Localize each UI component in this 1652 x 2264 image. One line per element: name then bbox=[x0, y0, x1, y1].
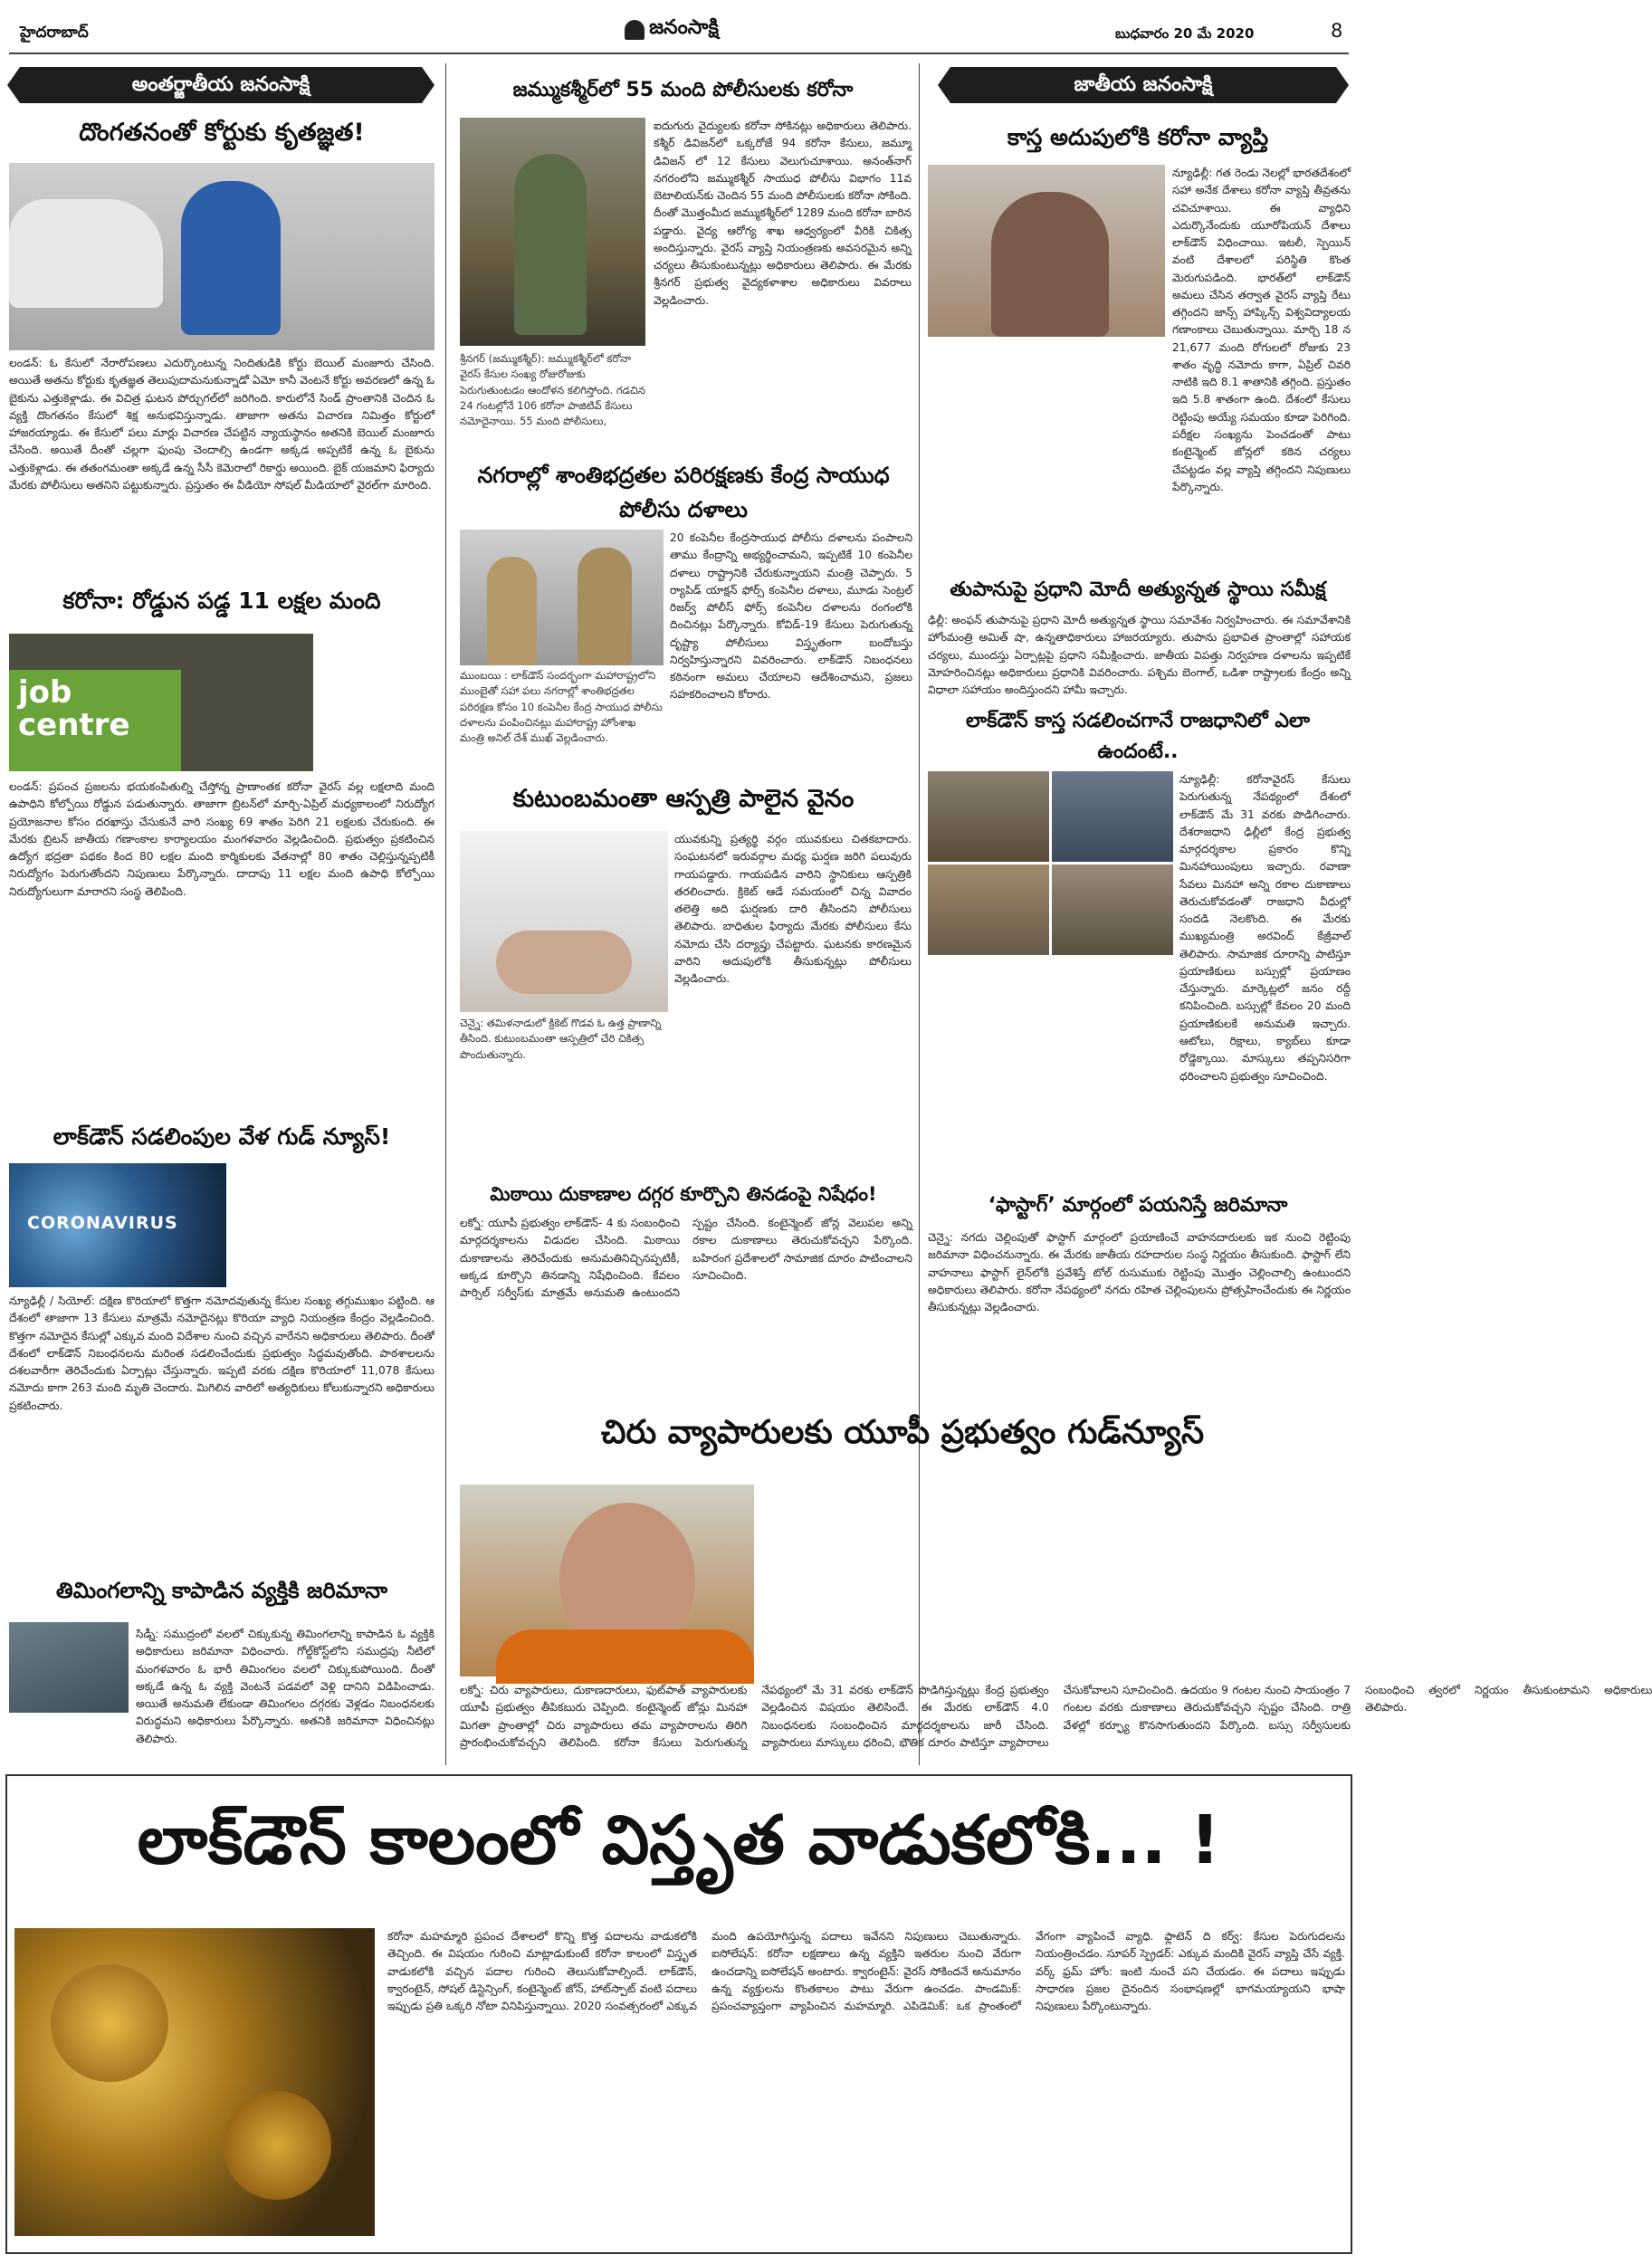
jobs-photo bbox=[9, 634, 313, 771]
section-title-intl: అంతర్జాతీయ జనంసాక్షి bbox=[20, 67, 422, 103]
masthead-city: హైదరాబాద్ bbox=[20, 24, 89, 42]
forces-body: 20 కంపెనీల కేంద్రసాయుధ పోలీసు దళాలను పంపాలని తాము కేంద్రాన్ని అభ్యర్థించామని, ఇప్పటికే 10 కంపెనీల దళాలు రాష్ట్రానికి చేరుకున్నాయని మంత్రి చెప్పారు. 5 ర్యాపిడ్‌ యాక్షన్‌ ఫోర్స్‌ కంపెనీల దళాలు, మూడు సెంట్రల్‌ రిజర్వ్‌ పోలీస్‌ ఫోర్స్‌ కంపెనీల దళాలను రంగంలోకి దించినట్లు పేర్కొన్నారు. కోవిడ్‌-19 కేసులు పెరుగుతున్న దృష్ట్యా పోలీసులు విస్తృతంగా బందోబస్తు నిర్వహిస్తున్నారని వివరించారు. లాక్‌డౌన్‌ నిబంధనలు కఠినంగా అమలు చేయాలని ఆదేశించామని, ప్రజలు సహకరించాలని కోరారు. bbox=[670, 531, 912, 702]
column-rule-1 bbox=[445, 63, 446, 1765]
jk-photo bbox=[460, 118, 645, 346]
jk-headline: జమ్ముకశ్మీర్‌లో 55 మంది పోలీసులకు కరోనా bbox=[512, 79, 854, 101]
spread-headline: కాస్త అదుపులోకి కరోనా వ్యాప్తి bbox=[1007, 124, 1269, 150]
forces-headline: నగరాల్లో శాంతిభద్రతల పరిరక్షణకు కేంద్ర సాయుధ పోలీసు దళాలు bbox=[477, 463, 890, 523]
thief-body: లండన్‌: ఓ కేసులో నేరారోపణలు ఎదుర్కొంటున్న నిందితుడికి కోర్టు బెయిల్‌ మంజూరు చేసింది. అయితే అతను కోర్టుకు కృతజ్ఞత తెలుపుదామనుకున్నాడో ఏమో కానీ వెంటనే కోర్టు అవరణలో ఉన్న ఓ బైకును ఎత్తుకెళ్లాడు. ఈ విచిత్ర ఘటన పోర్చుగల్‌లో జరిగింది. కారులోనే సిండ్‌ ప్రాంతానికి చెందిన ఓ వ్యక్తి దొంగతనం కేసులో శిక్ష అనుభవిస్తున్నాడు. తాజాగా అతను విచారణ నిమిత్తం కోర్టులో హాజరయ్యాడు. ఈ కేసులో పలు మార్లు విచారణ చేపట్టిన న్యాయస్థానం అతనికి బెయిల్‌ మంజూరు చేసింది. అయితే దీంతో చల్లగా ఫుంపు చెందాల్సి ఉండగా అక్కడ అప్పటికే ఉన్న ఓ బైకును ఎత్తుకెళ్లాడు. ఈ తతంగమంతా అక్కడే ఉన్న సీసీ కెమెరాలో రికార్డు అయింది. బైక్‌ యజమాని ఫిర్యాదు మేరకు పోలీసులు అతనిని పట్టుకున్నారు. ప్రస్తుతం ఈ వీడియో సోషల్‌ మీడియాలో వైరల్‌గా మారింది. bbox=[9, 357, 434, 492]
virus-particle-1 bbox=[51, 1964, 168, 2082]
car-shape bbox=[9, 199, 163, 308]
sweets-body: లక్నో: యూపీ ప్రభుత్వం లాక్‌డౌన్‌- 4 కు సంబంధించి మార్గదర్శకాలను విడుదల చేసింది. మిఠాయి దుకాణాలను తెరిచేందుకు అనుమతినిచ్చినప్పటికీ, అక్కడ కూర్చొని తినడాన్ని నిషేధించింది. కేవలం పార్సిల్‌ సర్వీస్‌కు మాత్రమే అనుమతి ఉంటుందని స్పష్టం చేసింది. కంటైన్మెంట్‌ జోన్ల వెలుపల అన్ని రకాల దుకాణాలు తెరుచుకోవచ్చని పేర్కొంది. బహిరంగ ప్రదేశాలలో సామాజిక దూరం పాటించాలని సూచించింది. bbox=[460, 1217, 912, 1300]
masthead-logo bbox=[625, 16, 778, 47]
police-figure bbox=[514, 154, 587, 335]
thief-headline: దొంగతనంతో కోర్టుకు కృతజ్ఞత! bbox=[79, 119, 365, 147]
cyclone-headline: తుపానుపై ప్రధాని మోదీ అత్యున్నత స్థాయి సమీక్ష bbox=[950, 578, 1326, 601]
goodnews-headline: లాక్‌డౌన్‌ సడలింపుల వేళ గుడ్‌ న్యూస్‌! bbox=[53, 1123, 391, 1150]
family-body: యువకున్ని ప్రత్యర్థి వర్గం యువకులు చితకబాదారు. సంఘటనలో ఇరువర్గాల మధ్య ఘర్షణ జరిగి పలువురు గాయపడ్డారు. గాయపడిన వారిని స్థానికులు ఆస్పత్రికి తరలించారు. క్రికెట్‌ ఆడే సమయంలో చిన్న వివాదం తలెత్తి అది ఘర్షణకు దారి తీసిందని పోలీసులు తెలిపారు. బాధితుల ఫిర్యాదు మేరకు పోలీసులు కేసు నమోదు చేసి దర్యాప్తు చేపట్టారు. ఘటనకు కారణమైన వారిని అదుపులోకి తీసుకున్నట్లు పోలీసులు వెల్లడించారు. bbox=[674, 833, 912, 986]
virus-macro-photo bbox=[14, 1928, 375, 2236]
cyclone-body: ఢిల్లీ: అంఫన్‌ తుపానుపై ప్రధాని మోదీ అత్యున్నత స్థాయి సమావేశం నిర్వహించారు. ఈ సమావేశానికి హోంమంత్రి అమిత్‌ షా, ఉన్నతాధికారులు హాజరయ్యారు. తుపాను ప్రభావిత ప్రాంతాల్లో సహాయక చర్యలు, ముందస్తు ఏర్పాట్లపై ప్రధాని సమీక్షించారు. జాతీయ విపత్తు నిర్వహణ దళాలను ఇప్పటికే మోహరించినట్లు అధికారులు ప్రధానికి వివరించారు. పశ్చిమ బెంగాల్‌, ఒడిశా రాష్ట్రాలకు కేంద్రం అన్ని విధాలా సహాయం అందిస్తుందని హామీ ఇచ్చారు. bbox=[928, 614, 1351, 697]
delhi-headline: లాక్‌డౌన్‌ కాస్త సడలించగానే రాజధానిలో ఎలా ఉందంటే.. bbox=[965, 710, 1311, 764]
jobs-body: లండన్‌: ప్రపంచ ప్రజలను భయకంపితుల్ని చేస్తోన్న ప్రాణాంతక కరోనా వైరస్‌ వల్ల లక్షలాది మంది ఉపాధిని కోల్పోయి రోడ్డున పడుతున్నారు. తాజాగా బ్రిటన్‌లో మార్చి-ఏప్రిల్‌ మధ్యకాలంలో నిరుద్యోగ ప్రయోజనాల కోసం దరఖాస్తు చేసుకునే వారి సంఖ్య 69 శాతం పెరిగి 21 లక్షలకు చేరుకుంది. ఈ మేరకు బ్రిటన్‌ జాతీయ గణాంకాల కార్యాలయం మంగళవారం వెల్లడించింది. ప్రభుత్వం ప్రకటించిన ఉద్యోగ భద్రతా పథకం కింద 80 లక్షల మంది కార్మికులకు వేతనాల్లో 80 శాతం చెల్లిస్తున్నప్పటికీ నిరుద్యోగం పెరుగుతోందని నిపుణులు పేర్కొన్నారు. దాదాపు 11 లక్షల మంది ఉపాధి కోల్పోయి నిరుద్యోగులుగా మారారని సంస్థ తెలిపింది. bbox=[9, 780, 434, 898]
family-caption: చెన్నై: తమిళనాడులో క్రికెట్‌ గొడవ ఓ ఉత్త ప్రాణాన్ని తీసింది. కుటుంబమంతా ఆస్పత్రిలో చేరి చికిత్స పొందుతున్నారు. bbox=[460, 1017, 662, 1061]
up-body: లక్నో: చిరు వ్యాపారులు, దుకాణదారులు, ఫుట్‌పాత్‌ వ్యాపారులకు యూపీ ప్రభుత్వం తీపికబురు చెప్పింది. కంటైన్మెంట్‌ జోన్లు మినహా మిగతా ప్రాంతాల్లో చిరు వ్యాపారులు తమ వ్యాపారాలను తిరిగి ప్రారంభించుకోవచ్చని తెలిపింది. కరోనా కేసులు పెరుగుతున్న నేపథ్యంలో మే 31 వరకు లాక్‌డౌన్‌ పొడిగిస్తున్నట్లు కేంద్ర ప్రభుత్వం వెల్లడించిన విషయం తెలిసిందే. ఈ మేరకు లాక్‌డౌన్‌ 4.0 నిబంధనలకు సంబంధించిన మార్గదర్శకాలను జారీ చేసింది. వ్యాపారులు మాస్కులు ధరించి, భౌతిక దూరం పాటిస్తూ వ్యాపారాలు చేసుకోవాలని సూచించింది. ఉదయం 9 గంటల నుంచి సాయంత్రం 7 గంటల వరకు దుకాణాలు తెరుచుకోవచ్చని స్పష్టం చేసింది. రాత్రి వేళల్లో కర్ఫ్యూ కొనసాగుతుందని పేర్కొంది. బస్సు సర్వీసులకు సంబంధించి త్వరలో నిర్ణయం తీసుకుంటామని అధికారులు తెలిపారు. bbox=[460, 1684, 1652, 1749]
family-photo bbox=[460, 831, 668, 1012]
sweets-headline: మిఠాయి దుకాణాల దగ్గర కూర్చొని తినడంపై నిషేధం! bbox=[490, 1183, 877, 1205]
fastag-headline: ‘ఫాస్టాగ్‌’ మార్గంలో పయనిస్తే జరిమానా bbox=[988, 1194, 1288, 1217]
jobcentre-sign: job centre bbox=[9, 670, 181, 771]
masthead bbox=[0, 0, 1358, 56]
jk-caption: శ్రీనగర్‌ (జమ్ముకశ్మీర్‌): జమ్ముకశ్మీర్‌లో కరోనా వైరస్‌ కేసుల సంఖ్య రోజురోజుకు పెరుగుతుంటడం ఆందోళన కలిగిస్తోంది. గడచిన 24 గంటల్లోనే 106 కరోనా పాజిటివ్‌ కేసులు నమోదైనాయి. 55 మంది పోలీసులు, bbox=[460, 352, 645, 427]
page-number: 8 bbox=[1331, 20, 1343, 42]
banner-body: కరోనా మహమ్మారి ప్రపంచ దేశాలలో కొన్ని కొత్త పదాలను వాడుకలోకి తెచ్చింది. ఈ విషయం గురించి మాట్లాడుకుంటే కరోనా కాలంలో విస్తృత వాడుకలోకి వచ్చిన పదాల గురించి తెలుసుకోవాల్సిందే. లాక్‌డౌన్‌, క్వారంటైన్‌, సోషల్‌ డిస్టెన్సింగ్‌, కంటైన్మెంట్‌ జోన్‌, హాట్‌స్పాట్‌ వంటి పదాలు ఇప్పుడు ప్రతి ఒక్కరి నోటా వినిపిస్తున్నాయి. 2020 సంవత్సరంలో ఎక్కువ మంది ఉపయోగిస్తున్న పదాలు ఇవేనని నిపుణులు చెబుతున్నారు. ఐసోలేషన్‌: కరోనా లక్షణాలు ఉన్న వ్యక్తిని ఇతరుల నుంచి వేరుగా ఉంచడాన్ని ఐసోలేషన్‌ అంటారు. క్వారంటైన్‌: వైరస్‌ సోకిందనే అనుమానం ఉన్న వ్యక్తులను కొంతకాలం పాటు వేరుగా ఉంచడం. పాండమిక్‌: ప్రపంచవ్యాప్తంగా వ్యాపించిన మహమ్మారి. ఎపిడెమిక్‌: ఒక ప్రాంతంలో వేగంగా వ్యాపించే వ్యాధి. ఫ్లాటెన్‌ ది కర్వ్‌: కేసుల పెరుగుదలను నియంత్రించడం. సూపర్‌ స్ప్రెడర్‌: ఎక్కువ మందికి వైరస్‌ వ్యాప్తి చేసే వ్యక్తి. వర్క్‌ ఫ్రమ్‌ హోం: ఇంటి నుంచే పని చేయడం. ఈ పదాలు ఇప్పుడు సాధారణ ప్రజల దైనందిన సంభాషణల్లో భాగమయ్యాయని భాషా నిపుణులు పేర్కొంటున్నారు. bbox=[387, 1930, 1345, 2013]
section-title-national: జాతీయ జనంసాక్షి bbox=[950, 67, 1336, 103]
virus-photo-text: CORONAVIRUS bbox=[27, 1213, 178, 1233]
jk-body: ఐదుగురు వైద్యులకు కరోనా సోకినట్లు అధికారులు తెలిపారు. కశ్మీర్‌ డివిజన్‌లో ఒక్కరోజే 94 కరోనా కేసులు, జమ్మూ డివిజన్‌ లో 12 కేసులు వెలుగుచూశాయి. అనంత్‌నాగ్‌ నగరంలోని జమ్ముకశ్మీర్‌ సాయుధ పోలీసు విభాగం 11వ బెటాలియన్‌కు చెందిన 55 మంది పోలీసులకు కరోనా సోకింది. దీంతో మొత్తంమీద జమ్ముకశ్మీర్‌లో 1289 మంది కరోనా బారిన పడ్డారు. వైద్య ఆరోగ్య శాఖ ఆధ్వర్యంలో వీరికి చికిత్స అందిస్తున్నారు. వైరస్‌ వ్యాప్తి నియంత్రణకు అవసరమైన అన్ని చర్యలు తీసుకుంటున్నట్లు అధికారులు తెలిపారు. ఈ మేరకు శ్రీనగర్‌ ప్రభుత్వ వైద్యకళాశాల అధికారులు వివరాలు వెల్లడించారు. bbox=[654, 119, 912, 307]
masthead-paper-name: జనంసాక్షి bbox=[649, 16, 719, 39]
thief-photo bbox=[9, 163, 434, 350]
masthead-date: బుధవారం 20 మే 2020 bbox=[1115, 25, 1255, 42]
officer-1 bbox=[487, 557, 537, 665]
logo-emblem-icon bbox=[625, 20, 645, 40]
forces-photo bbox=[460, 530, 664, 665]
whale-headline: తిమింగలాన్ని కాపాడిన వ్యక్తికి జరిమానా bbox=[55, 1578, 388, 1603]
family-headline: కుటుంబమంతా ఆస్పత్రి పాలైన వైనం bbox=[512, 785, 855, 813]
virus-photo bbox=[9, 1163, 226, 1287]
officer-2 bbox=[578, 548, 632, 665]
section-band-national bbox=[950, 67, 1336, 103]
jobs-headline: కరోనా: రోడ్డున పడ్డ 11 లక్షల మంది bbox=[62, 587, 381, 614]
delhi-body: న్యూఢిల్లీ: కరోనావైరస్‌ కేసులు పెరుగుతున్న నేపథ్యంలో దేశంలో లాక్‌డౌన్‌ మే 31 వరకు పొడిగించారు. దేశరాజధాని ఢిల్లీలో కేంద్ర ప్రభుత్వ మార్గదర్శకాల ప్రకారం కొన్ని మినహాయింపులు ఇచ్చారు. రవాణా సేవలు మినహా అన్ని రకాల దుకాణాలు తెరుచుకోవడంతో రాజధాని వీధుల్లో సందడి నెలకొంది. ఈ మేరకు ముఖ్యమంత్రి అరవింద్‌ కేజ్రీవాల్‌ తెలిపారు. సామాజిక దూరాన్ని పాటిస్తూ ప్రయాణికులు బస్సుల్లో ప్రయాణం చేస్తున్నారు. మార్కెట్లలో జనం రద్దీ కనిపించింది. బస్సుల్లో కేవలం 20 మంది ప్రయాణికులకే అనుమతి ఇచ్చారు. ఆటోలు, రిక్షాలు, క్యాబ్‌లు కూడా రోడ్డెక్కాయి. మాస్కులు తప్పనిసరిగా ధరించాలని ప్రభుత్వం సూచించింది. bbox=[1179, 773, 1351, 1083]
whale-body: సిడ్నీ: సముద్రంలో వలలో చిక్కుకున్న తిమింగలాన్ని కాపాడిన ఓ వ్యక్తికి అధికారులు జరిమానా విధించారు. గోల్డ్‌కోస్ట్‌లోని సముద్రపు నీటిలో మంగళవారం ఓ భారీ తిమింగలం వలలో చిక్కుకుపోయింది. దీంతో అక్కడే ఉన్న ఓ వ్యక్తి వెంటనే పడవలో వెళ్లి దానిని విడిపించాడు. అయితే అనుమతి లేకుండా తిమింగలం దగ్గరకు వెళ్లడం నిబంధనలకు విరుద్ధమని అధికారులు పేర్కొన్నారు. అతనికి జరిమానా విధించినట్లు తెలిపారు. bbox=[136, 1628, 434, 1745]
fastag-body: చెన్నై: నగదు చెల్లింపుతో ఫాస్టాగ్‌ మార్గంలో ప్రయాణించే వాహనదారులకు ఇక నుంచి రెట్టింపు జరిమానా విధించనున్నారు. ఈ మేరకు జాతీయ రహదారుల సంస్థ నిర్ణయం తీసుకుంది. ఫాస్టాగ్‌ లేని వాహనాలు ఫాస్టాగ్‌ లైన్‌లోకి ప్రవేశిస్తే టోల్‌ రుసుముకు రెట్టింపు మొత్తం చెల్లించాల్సి ఉంటుందని అధికారులు తెలిపారు. కరోనా నేపథ్యంలో నగదు రహిత చెల్లింపులను ప్రోత్సహించేందుకు ఈ నిర్ణయం తీసుకున్నట్లు వెల్లడించారు. bbox=[928, 1231, 1351, 1314]
virus-particle-2 bbox=[223, 2091, 331, 2200]
up-headline: చిరు వ్యాపారులకు యూపీ ప్రభుత్వం గుడ్‌న్యూస్‌ bbox=[600, 1414, 1205, 1451]
hand-shape bbox=[496, 931, 632, 994]
spread-body: న్యూఢిల్లీ: గత రెండు నెలల్లో భారతదేశంలో సహా అనేక దేశాలు కరోనా వ్యాప్తి తీవ్రతను చవిచూశాయి. ఈ వ్యాధిని ఎదుర్కొనేందుకు యూరోపియన్‌ దేశాలు లాక్‌డౌన్‌ విధించాయి. ఇటలీ, స్పెయిన్‌ వంటి దేశాలలో పరిస్థితి కొంత మెరుగుపడింది. భారత్‌లో లాక్‌డౌన్‌ అమలు చేసిన తర్వాత వైరస్‌ వ్యాప్తి రేటు తగ్గిందని జాన్స్‌ హాప్కిన్స్‌ విశ్వవిద్యాలయ గణాంకాలు చెబుతున్నాయి. మార్చి 18 న 21,677 మంది రోగులలో రోజుకు 23 శాతం వృద్ధి నమోదు కాగా, ఏప్రిల్‌ చివరి నాటికి ఇది 8.1 శాతానికి తగ్గింది. ప్రస్తుతం ఇది 5.8 శాతంగా ఉంది. దేశంలో కేసులు రెట్టింపు అయ్యే సమయం కూడా పెరిగింది. పరీక్షల సంఖ్యను పెంచడంతో పాటు కంటైన్మెంట్‌ జోన్లలో కఠిన చర్యలు చేపట్టడం వల్ల వ్యాప్తి తగ్గిందని నిపుణులు పేర్కొన్నారు. bbox=[1172, 167, 1351, 493]
goodnews-body: న్యూఢిల్లీ / సియోల్‌: దక్షిణ కొరియాలో కొత్తగా నమోదవుతున్న కేసుల సంఖ్య తగ్గుముఖం పట్టింది. ఆ దేశంలో తాజాగా 13 కేసులు మాత్రమే నమోదైనట్లు కొరియా వ్యాధి నియంత్రణ కేంద్రం వెల్లడించింది. కొత్తగా నమోదైన కేసుల్లో ఎక్కువ మంది విదేశాల నుంచి వచ్చిన వారేనని అధికారులు తెలిపారు. దీంతో దేశంలో లాక్‌డౌన్‌ నిబంధనలను మరింత సడలించేందుకు ప్రభుత్వం సిద్ధమవుతోంది. పాఠశాలలను దశలవారీగా తెరిచేందుకు ఏర్పాట్లు చేస్తున్నారు. ఇప్పటి వరకు దక్షిణ కొరియాలో 11,078 కేసులు నమోదు కాగా 263 మంది మృతి చెందారు. మిగిలిన వారిలో అత్యధికులు కోలుకున్నారని అధికారులు ప్రకటించారు. bbox=[9, 1294, 434, 1412]
masthead-rule bbox=[9, 53, 1349, 54]
banner-headline: లాక్‌డౌన్‌ కాలంలో విస్తృత వాడుకలోకి... ! bbox=[137, 1801, 1221, 1879]
forces-caption: ముంబయి : లాక్‌డౌన్‌ సందర్భంగా మహారాష్ట్రలోని ముంబైతో సహా పలు నగరాల్లో శాంతిభద్రతల పరిరక్షణ కోసం 10 కంపెనీల కేంద్ర సాయుధ పోలీసు దళాలను పంపించినట్లు మహారాష్ట్ర హోంశాఖ మంత్రి అనిల్‌ దేశ్‌ ముఖ్‌ వెల్లడించారు. bbox=[460, 669, 663, 744]
section-band-intl bbox=[20, 67, 422, 103]
cyclist-shape bbox=[181, 181, 281, 335]
